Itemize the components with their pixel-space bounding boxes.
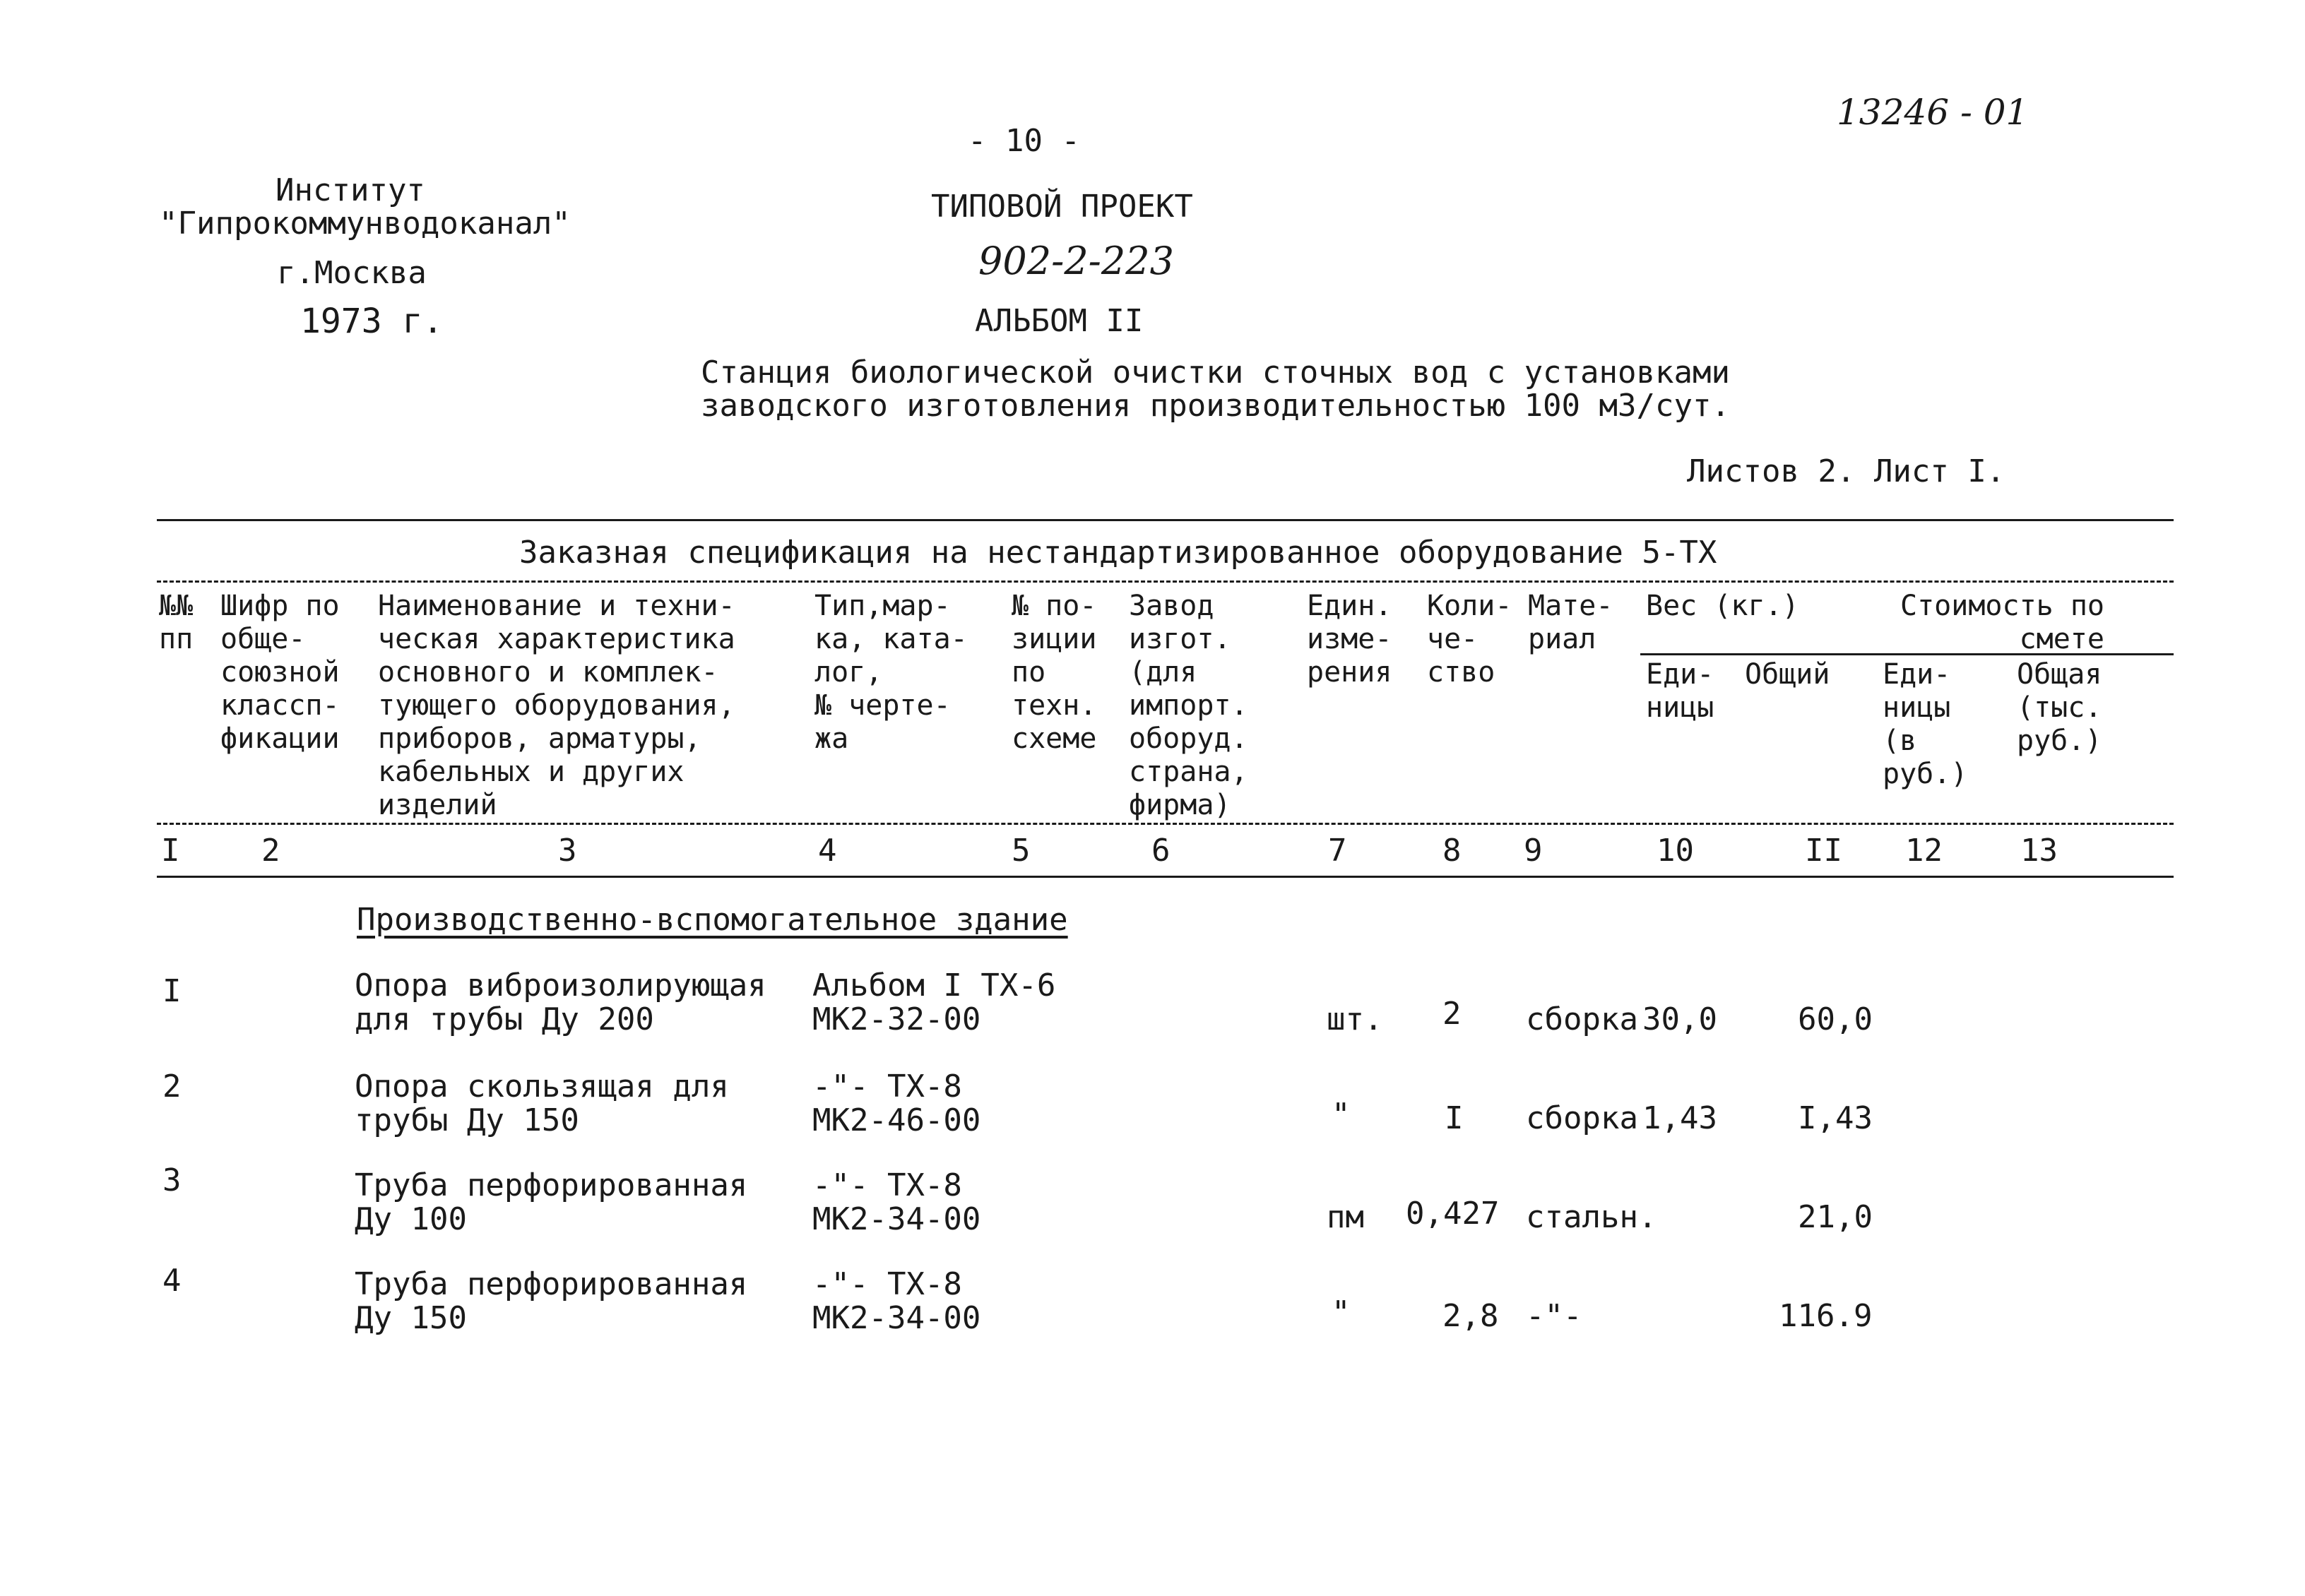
row-name: Труба перфорированная Ду 150 (355, 1266, 748, 1336)
row-material: -"- (1526, 1298, 1582, 1334)
col-number: 8 (1442, 833, 1462, 869)
row-type: Альбом I ТХ-6 МК2-32-00 (812, 967, 1056, 1037)
col-number: 10 (1657, 833, 1694, 869)
spec-title-rule (157, 580, 2174, 583)
row-number: I (162, 973, 182, 1009)
row-unit: шт. (1327, 1001, 1383, 1037)
row-name: Опора виброизолирующая для трубы Ду 200 (355, 967, 766, 1037)
project-number: 902-2-223 (978, 239, 1174, 283)
col-number: 4 (818, 833, 837, 869)
row-type: -"- ТХ-8 МК2-34-00 (812, 1167, 981, 1237)
table-top-rule (157, 519, 2174, 521)
col-header-12: Еди- ницы (в руб.) (1883, 658, 1968, 790)
col-header-11: Общий (1745, 658, 1830, 691)
col-header-5: № по- зиции по техн. схеме (1012, 590, 1097, 755)
institute-city: г.Москва (277, 255, 427, 291)
col-header-weight: Вес (кг.) (1646, 590, 1799, 622)
col-header-6: Завод изгот. (для импорт. оборуд. страна, фирма) (1129, 590, 1248, 821)
col-number: I (161, 833, 180, 869)
section-title: Производственно-вспомогательное здание (357, 902, 1068, 938)
col-number: 7 (1328, 833, 1347, 869)
row-unit: " (1332, 1294, 1351, 1330)
row-weight-unit: 1,43 (1642, 1100, 1717, 1136)
row-weight-unit: 30,0 (1642, 1001, 1717, 1037)
spec-title: Заказная спецификация на нестандартизированное оборудование 5-ТХ (519, 535, 1717, 571)
col-number: 12 (1905, 833, 1943, 869)
row-unit: пм (1327, 1199, 1364, 1235)
col-number: 6 (1151, 833, 1171, 869)
row-number: 2 (162, 1068, 182, 1104)
institute-name: "Гипрокоммунводоканал" (159, 206, 571, 242)
project-title-line1: Станция биологической очистки сточных вод с установками (701, 355, 1730, 391)
col-header-10: Еди- ницы (1646, 658, 1714, 724)
col-header-13: Общая (тыс. руб.) (2017, 658, 2102, 757)
row-weight-total: 116.9 (1779, 1298, 1873, 1334)
row-type: -"- ТХ-8 МК2-34-00 (812, 1266, 981, 1336)
col-header-cost: Стоимость по смете (1900, 590, 2104, 655)
col-header-4: Тип,мар- ка, ката- лог, № черте- жа (814, 590, 968, 755)
institute-label: Институт (275, 172, 425, 208)
col-number: 13 (2020, 833, 2058, 869)
row-type: -"- ТХ-8 МК2-46-00 (812, 1068, 981, 1138)
album-label: АЛЬБОМ II (975, 303, 1144, 339)
row-name: Труба перфорированная Ду 100 (355, 1167, 748, 1237)
col-number: 2 (261, 833, 280, 869)
sheet-count: Листов 2. Лист I. (1687, 453, 2005, 489)
col-header-3: Наименование и техни- ческая характеристика основного и комплек- тующего оборудования, приборов, арматуры, кабельных и других изделий (378, 590, 735, 821)
col-number: II (1805, 833, 1842, 869)
project-type: ТИПОВОЙ ПРОЕКТ (931, 189, 1193, 225)
col-number: 5 (1012, 833, 1031, 869)
col-header-1: №№ пп (159, 590, 194, 655)
row-quantity: I (1445, 1100, 1464, 1136)
column-numbers-rule (157, 876, 2174, 878)
row-quantity: 2,8 (1442, 1298, 1499, 1334)
row-quantity: 0,427 (1406, 1196, 1500, 1232)
col-number: 3 (558, 833, 577, 869)
row-weight-total: I,43 (1798, 1100, 1873, 1136)
row-number: 4 (162, 1263, 182, 1299)
document-code-stamp: 13246 - 01 (1837, 92, 2029, 133)
row-material: сборка (1526, 1100, 1638, 1136)
row-material: сборка (1526, 1001, 1638, 1037)
col-header-2: Шифр по обще- союзной классп- фикации (220, 590, 340, 755)
row-weight-total: 21,0 (1798, 1199, 1873, 1235)
row-material: стальн. (1526, 1199, 1657, 1235)
project-title-line2: заводского изготовления производительностью 100 м3/сут. (701, 388, 1730, 424)
col-header-7: Един. изме- рения (1307, 590, 1392, 689)
row-quantity: 2 (1442, 996, 1462, 1032)
col-number: 9 (1524, 833, 1543, 869)
row-number: 3 (162, 1162, 182, 1198)
row-weight-total: 60,0 (1798, 1001, 1873, 1037)
col-header-8: Коли- че- ство (1427, 590, 1512, 689)
institute-year: 1973 г. (300, 302, 444, 341)
page-number: - 10 - (968, 123, 1080, 159)
header-bottom-rule (157, 823, 2174, 825)
col-header-9: Мате- риал (1528, 590, 1613, 655)
row-name: Опора скользящая для трубы Ду 150 (355, 1068, 729, 1138)
row-unit: " (1332, 1097, 1351, 1133)
